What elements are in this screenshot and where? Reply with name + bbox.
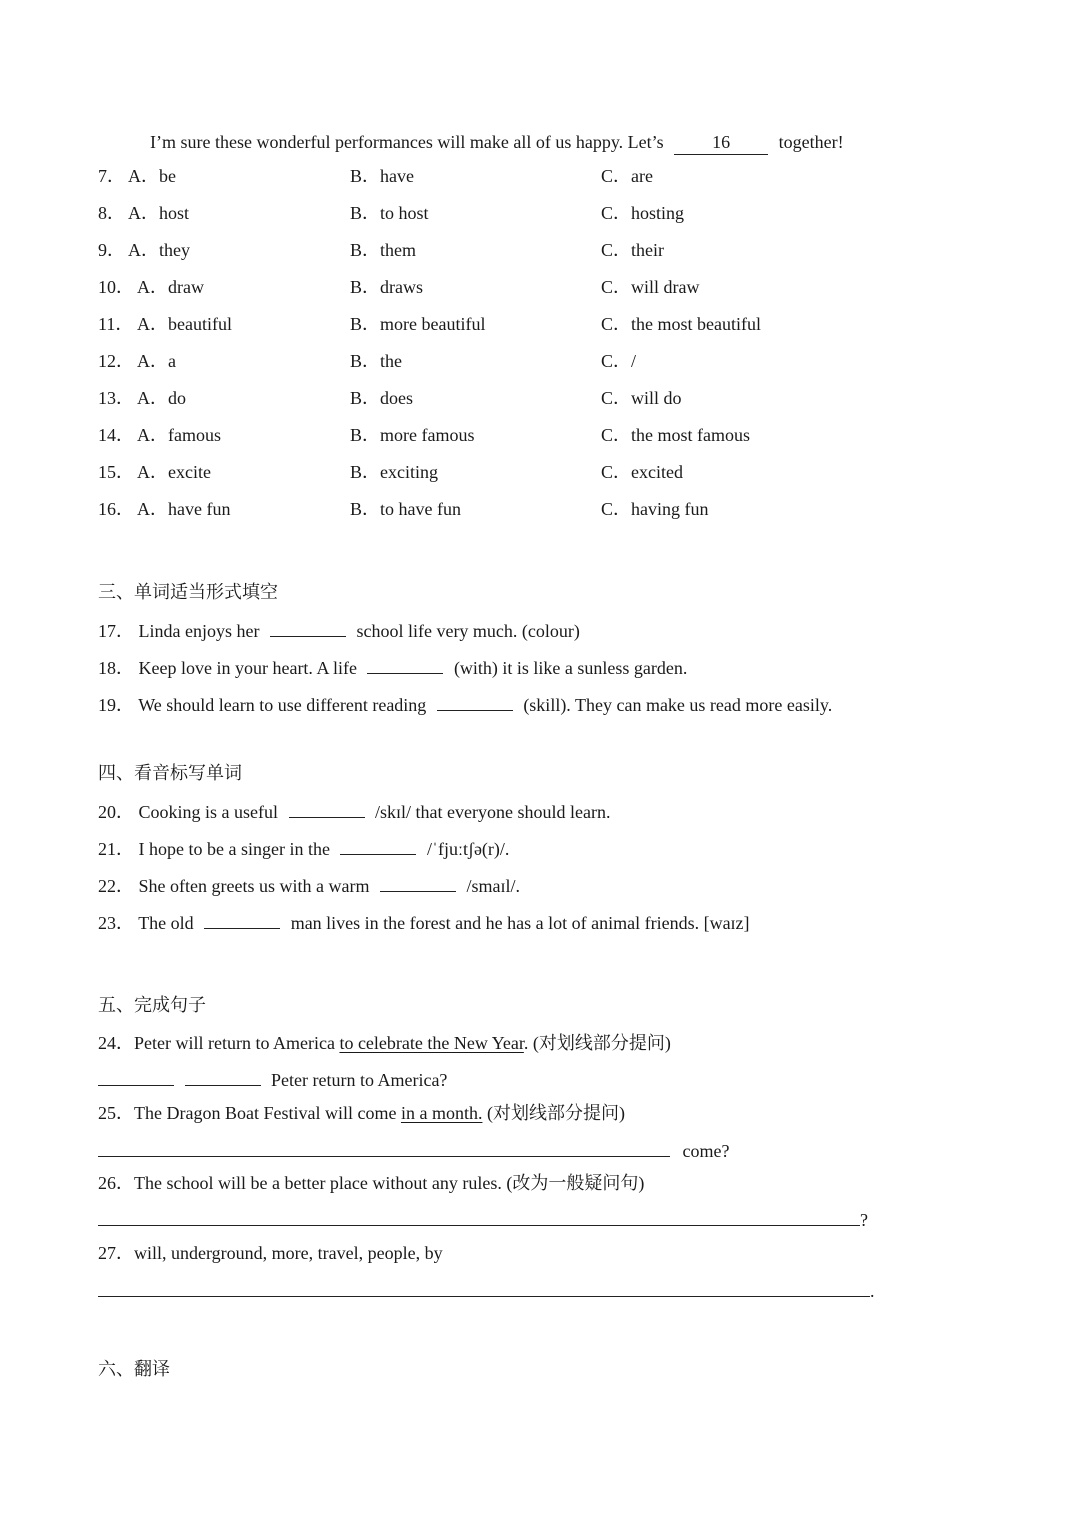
question-12-option-a[interactable]: A．a — [137, 351, 176, 371]
question-24-answer — [98, 1067, 447, 1092]
question-7-number: 7． — [98, 166, 125, 186]
question-9-option-b[interactable]: B．them — [350, 240, 416, 260]
question-25 — [98, 1101, 625, 1125]
question-25-answer-tail: come? — [682, 1141, 730, 1161]
question-21-after: /ˈfjuːtʃə(r)/. — [426, 839, 510, 859]
question-21 — [98, 836, 509, 861]
question-10-option-c[interactable]: C．will draw — [601, 277, 700, 297]
question-13-option-c[interactable]: C．will do — [601, 388, 682, 408]
question-27-number: 27． — [98, 1243, 134, 1263]
question-24-blank-2[interactable] — [185, 1067, 261, 1086]
question-26-number: 26． — [98, 1173, 134, 1193]
question-7-option-c[interactable]: C．are — [601, 166, 653, 186]
question-21-blank[interactable] — [340, 836, 416, 855]
question-13-option-a[interactable]: A．do — [137, 388, 186, 408]
question-24-after: . (对划线部分提问) — [523, 1033, 671, 1053]
question-15-option-b[interactable]: B．exciting — [350, 462, 438, 482]
intro-blank-value: 16 — [712, 132, 731, 152]
question-23 — [98, 910, 750, 935]
question-18-after: (with) it is like a sunless garden. — [453, 658, 688, 678]
section-6-title: 六、翻译 — [98, 1359, 170, 1380]
question-27-blank[interactable] — [98, 1278, 870, 1297]
question-19-before: We should learn to use different reading — [138, 695, 427, 715]
question-27-text: will, underground, more, travel, people, by — [134, 1243, 443, 1263]
question-15-option-c[interactable]: C．excited — [601, 462, 683, 482]
question-16-option-a[interactable]: A．have fun — [137, 499, 231, 519]
question-8-option-c[interactable]: C．hosting — [601, 203, 685, 223]
question-19-blank[interactable] — [437, 692, 513, 711]
question-17 — [98, 618, 580, 643]
question-20 — [98, 799, 610, 824]
question-22-before: She often greets us with a warm — [138, 876, 370, 896]
question-9-option-a[interactable]: A．they — [128, 240, 190, 260]
question-22-number: 22． — [98, 876, 134, 896]
question-24 — [98, 1031, 671, 1055]
question-12-option-b[interactable]: B．the — [350, 351, 402, 371]
question-14-option-b[interactable]: B．more famous — [350, 425, 475, 445]
question-18 — [98, 655, 687, 680]
question-24-answer-tail: Peter return to America? — [271, 1070, 448, 1090]
question-16-option-c[interactable]: C．having fun — [601, 499, 709, 519]
question-11-number: 11． — [98, 314, 134, 334]
question-12-number: 12． — [98, 351, 134, 371]
question-24-blank-1[interactable] — [98, 1067, 174, 1086]
question-9-option-c[interactable]: C．their — [601, 240, 664, 260]
question-17-after: school life very much. (colour) — [356, 621, 580, 641]
question-25-number: 25． — [98, 1103, 134, 1123]
question-25-after: (对划线部分提问) — [482, 1103, 625, 1123]
question-8-number: 8． — [98, 203, 125, 223]
question-24-before: Peter will return to America — [134, 1033, 340, 1053]
question-15-number: 15． — [98, 462, 134, 482]
question-21-number: 21． — [98, 839, 134, 859]
intro-after: together! — [778, 132, 844, 152]
question-10-option-a[interactable]: A．draw — [137, 277, 204, 297]
intro-blank[interactable] — [674, 130, 768, 155]
question-19-after: (skill). They can make us read more easily. — [523, 695, 833, 715]
question-26-text: The school will be a better place without any rules. (改为一般疑问句) — [134, 1173, 645, 1193]
intro-line — [150, 130, 844, 155]
question-13-number: 13． — [98, 388, 134, 408]
question-25-blank[interactable] — [98, 1138, 670, 1157]
question-27 — [98, 1241, 443, 1265]
question-14-option-a[interactable]: A．famous — [137, 425, 221, 445]
question-25-before: The Dragon Boat Festival will come — [134, 1103, 401, 1123]
section-3-title: 三、单词适当形式填空 — [98, 582, 278, 603]
question-18-before: Keep love in your heart. A life — [138, 658, 357, 678]
question-11-option-b[interactable]: B．more beautiful — [350, 314, 486, 334]
question-7-option-a[interactable]: A．be — [128, 166, 176, 186]
question-26-answer-tail: ? — [860, 1210, 868, 1230]
question-23-before: The old — [138, 913, 194, 933]
question-17-blank[interactable] — [270, 618, 346, 637]
question-22-blank[interactable] — [380, 873, 456, 892]
question-18-blank[interactable] — [367, 655, 443, 674]
question-7-option-b[interactable]: B．have — [350, 166, 414, 186]
question-14-number: 14． — [98, 425, 134, 445]
question-8-option-b[interactable]: B．to host — [350, 203, 429, 223]
question-27-answer — [98, 1278, 875, 1303]
question-10-option-b[interactable]: B．draws — [350, 277, 423, 297]
question-15-option-a[interactable]: A．excite — [137, 462, 211, 482]
question-20-before: Cooking is a useful — [138, 802, 278, 822]
question-22-after: /smaɪl/. — [466, 876, 520, 896]
question-20-number: 20． — [98, 802, 134, 822]
question-13-option-b[interactable]: B．does — [350, 388, 413, 408]
question-16-option-b[interactable]: B．to have fun — [350, 499, 461, 519]
question-23-number: 23． — [98, 913, 134, 933]
question-21-before: I hope to be a singer in the — [138, 839, 330, 859]
question-16-number: 16． — [98, 499, 134, 519]
question-26-answer — [98, 1207, 868, 1232]
question-19 — [98, 692, 832, 717]
question-26 — [98, 1171, 644, 1195]
question-12-option-c[interactable]: C．/ — [601, 351, 637, 371]
question-11-option-c[interactable]: C．the most beautiful — [601, 314, 761, 334]
question-25-underlined: in a month. — [400, 1103, 483, 1123]
question-25-answer — [98, 1138, 729, 1163]
question-26-blank[interactable] — [98, 1207, 860, 1226]
question-14-option-c[interactable]: C．the most famous — [601, 425, 750, 445]
question-17-before: Linda enjoys her — [138, 621, 260, 641]
section-5-title: 五、完成句子 — [98, 995, 206, 1016]
question-20-after: /skɪl/ that everyone should learn. — [375, 802, 611, 822]
question-22 — [98, 873, 520, 898]
question-17-number: 17． — [98, 621, 134, 641]
intro-text: I’m sure these wonderful performances will make all of us happy. Let’s — [150, 132, 664, 152]
question-24-underlined: to celebrate the New Year — [339, 1033, 524, 1053]
question-18-number: 18． — [98, 658, 134, 678]
question-24-number: 24． — [98, 1033, 134, 1053]
question-20-blank[interactable] — [289, 799, 365, 818]
question-11-option-a[interactable]: A．beautiful — [137, 314, 232, 334]
question-27-answer-tail: . — [870, 1281, 875, 1301]
question-23-after: man lives in the forest and he has a lot of animal friends. [waɪz] — [290, 913, 750, 933]
question-10-number: 10． — [98, 277, 134, 297]
question-9-number: 9． — [98, 240, 125, 260]
question-23-blank[interactable] — [204, 910, 280, 929]
section-4-title: 四、看音标写单词 — [98, 763, 242, 784]
question-8-option-a[interactable]: A．host — [128, 203, 190, 223]
question-19-number: 19． — [98, 695, 134, 715]
